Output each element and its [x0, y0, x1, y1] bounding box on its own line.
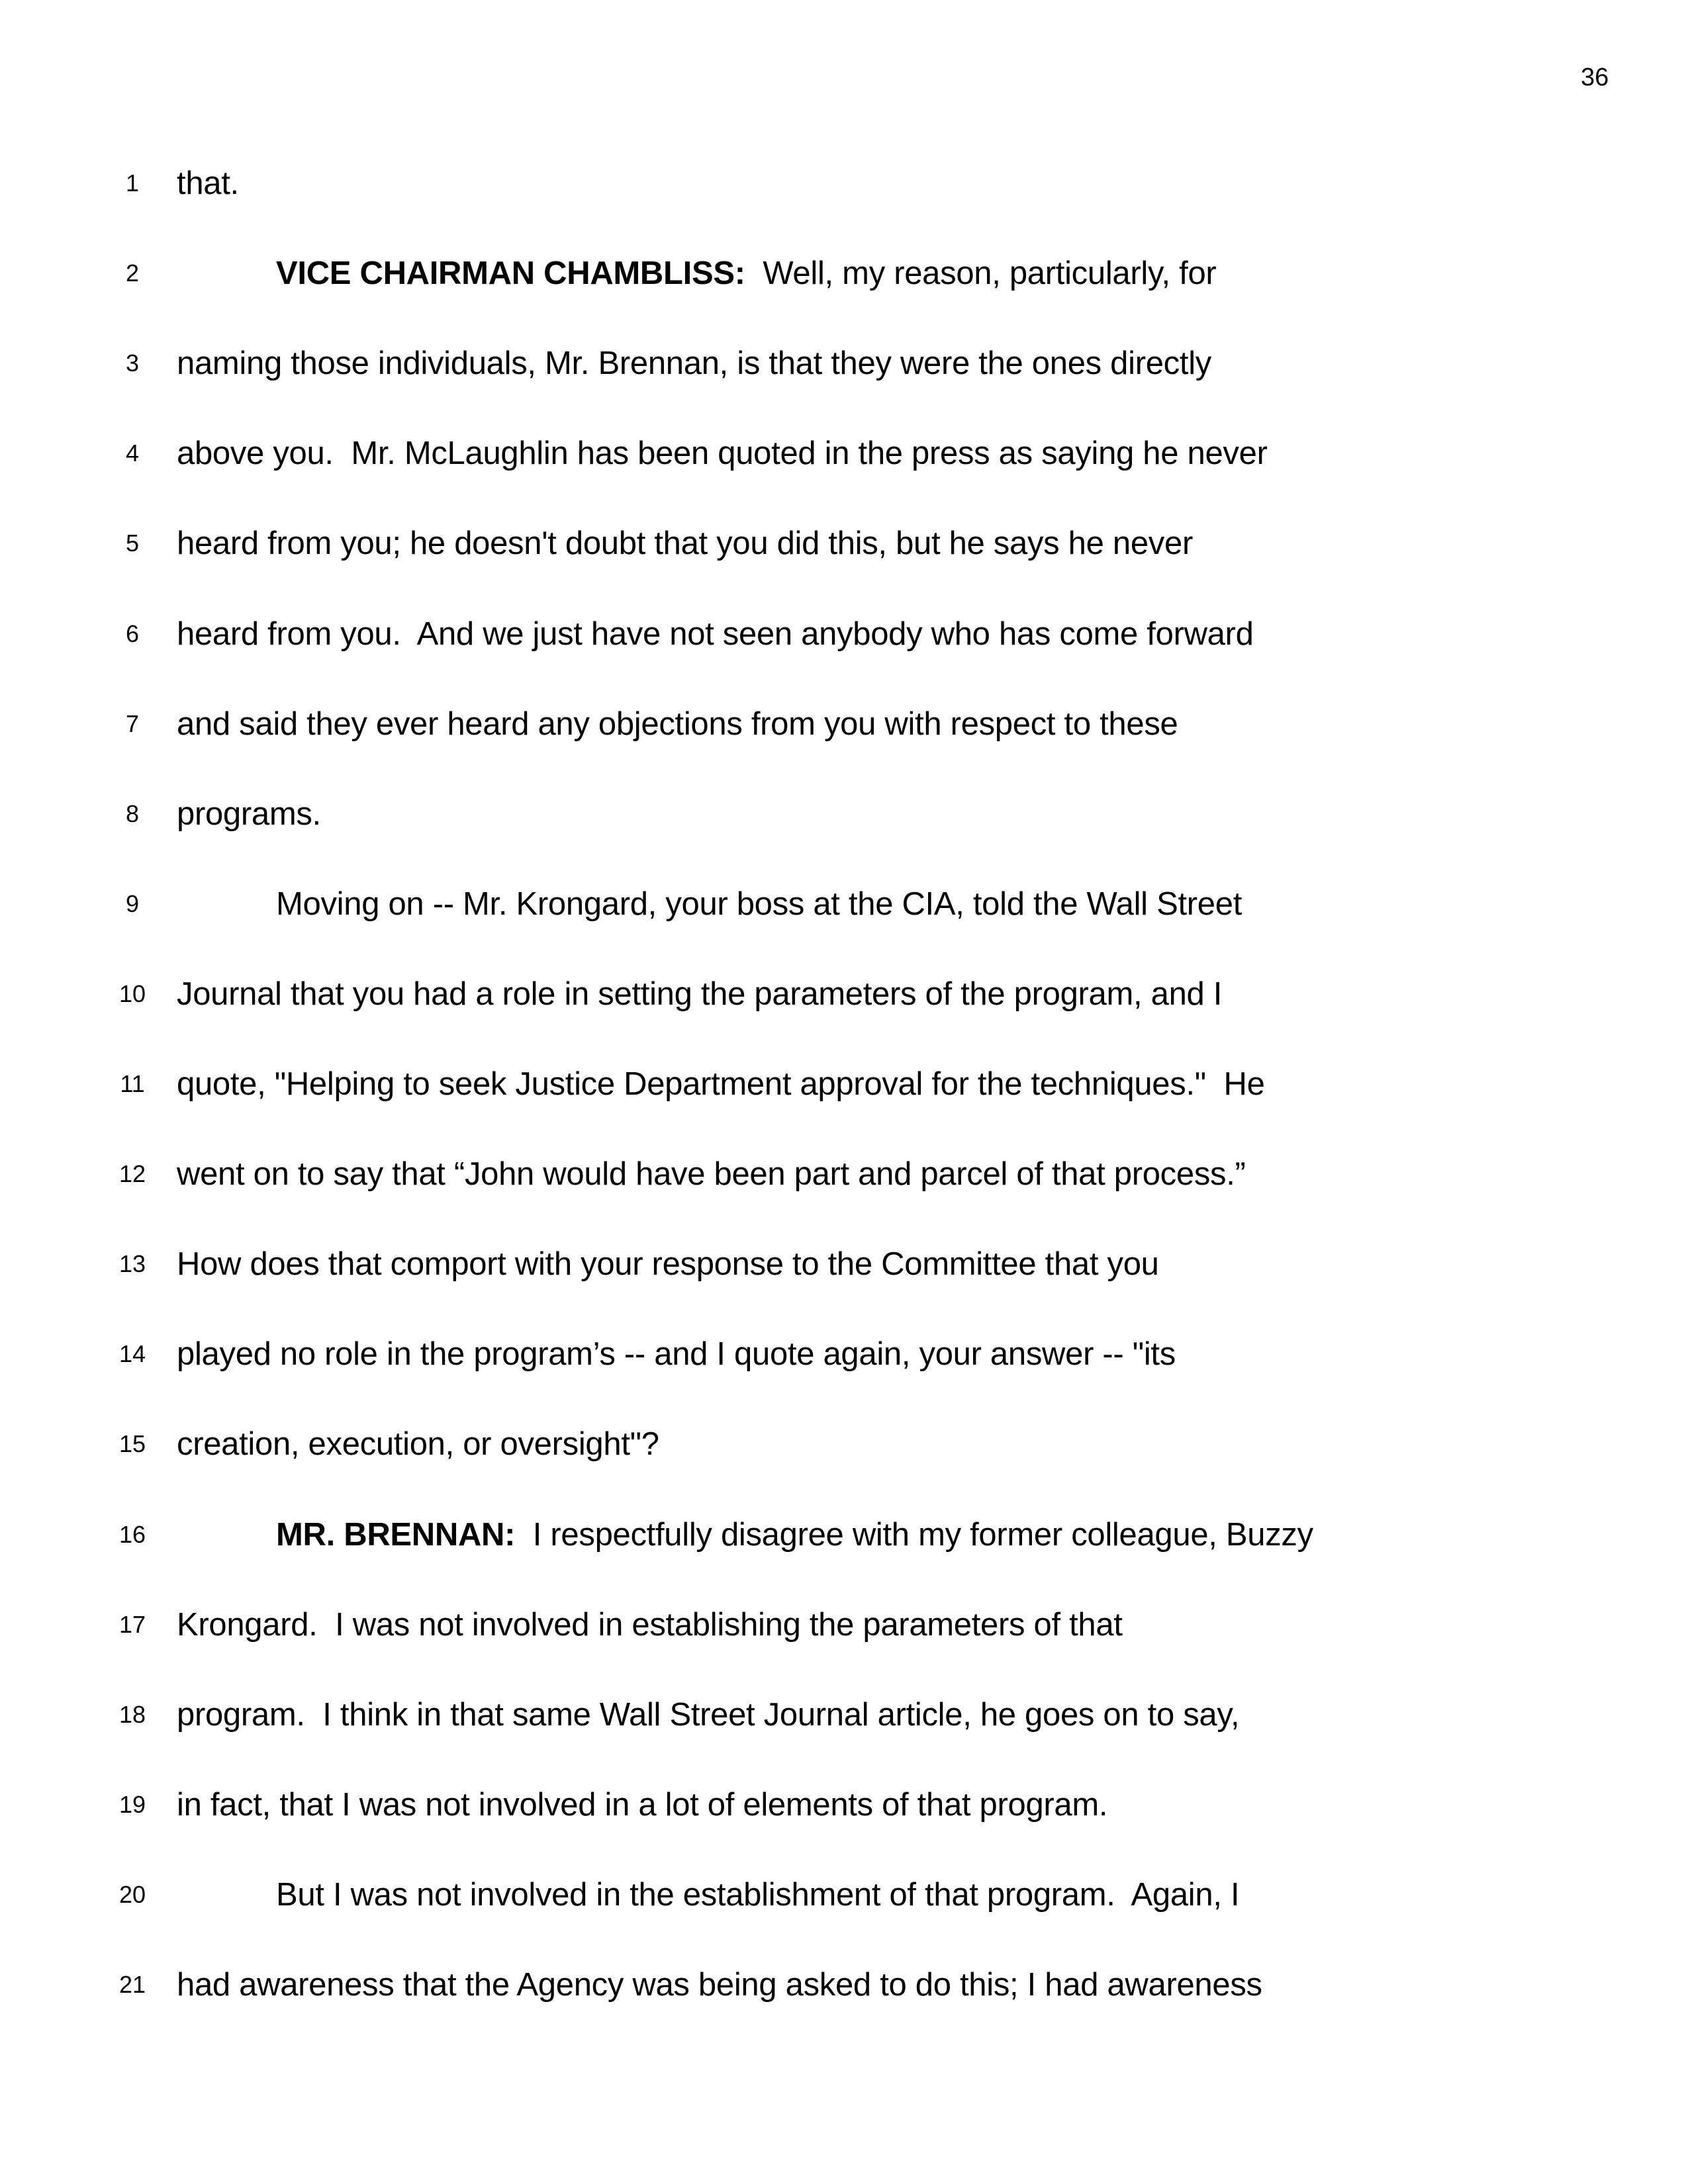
line-text	[177, 1688, 1239, 1741]
line-text	[177, 1598, 1123, 1651]
line-number: 1	[125, 169, 140, 197]
line-text	[177, 427, 1268, 480]
line-number: 20	[118, 1880, 146, 1908]
line-content: Krongard. I was not involved in establishing the parameters of that	[177, 1606, 1123, 1643]
line-content: played no role in the program’s -- and I quote again, your answer -- "its	[177, 1336, 1176, 1373]
line-content: heard from you; he doesn't doubt that you did this, but he says he never	[177, 525, 1193, 562]
line-text	[177, 1958, 1262, 2011]
line-text	[177, 608, 1254, 660]
line-text	[177, 157, 239, 210]
line-text	[177, 968, 1222, 1021]
line-text	[177, 788, 321, 841]
line-content: I respectfully disagree with my former colleague, Buzzy	[515, 1516, 1313, 1553]
line-number: 19	[118, 1790, 146, 1818]
line-content: How does that comport with your response to the Committee that you	[177, 1246, 1159, 1283]
line-content: naming those individuals, Mr. Brennan, is that they were the ones directly	[177, 345, 1211, 382]
line-text	[177, 517, 1193, 570]
line-text	[276, 247, 1216, 300]
line-text	[177, 698, 1178, 751]
line-number: 16	[118, 1520, 146, 1548]
line-content: But I was not involved in the establishment of that program. Again, I	[276, 1876, 1240, 1913]
line-content: that.	[177, 165, 239, 201]
line-number: 10	[118, 979, 146, 1007]
line-text	[177, 1148, 1246, 1201]
line-content: creation, execution, or oversight"?	[177, 1426, 659, 1463]
line-number: 4	[125, 439, 140, 467]
line-text	[276, 1868, 1239, 1921]
line-number: 15	[118, 1430, 146, 1458]
line-content: Moving on -- Mr. Krongard, your boss at the CIA, told the Wall Street	[276, 886, 1243, 922]
line-number: 21	[118, 1971, 146, 1998]
line-content: Well, my reason, particularly, for	[745, 255, 1217, 292]
line-text	[177, 1058, 1265, 1111]
line-content: quote, "Helping to seek Justice Department approval for the techniques." He	[177, 1066, 1265, 1102]
line-text	[177, 1778, 1107, 1831]
line-number: 5	[125, 529, 140, 557]
line-content: and said they ever heard any objections from you with respect to these	[177, 705, 1178, 742]
speaker-name: MR. BRENNAN:	[276, 1516, 516, 1553]
line-number: 14	[118, 1340, 146, 1368]
line-number: 9	[125, 889, 140, 917]
line-content: programs.	[177, 796, 321, 832]
line-number: 17	[118, 1610, 146, 1638]
line-text	[276, 1508, 1313, 1561]
line-content: above you. Mr. McLaughlin has been quoted in the press as saying he never	[177, 435, 1268, 472]
line-number: 3	[125, 349, 140, 377]
line-number: 8	[125, 799, 140, 827]
line-content: went on to say that “John would have been part and parcel of that process.”	[177, 1156, 1246, 1193]
line-text	[177, 1238, 1159, 1291]
line-content: program. I think in that same Wall Street Journal article, he goes on to say,	[177, 1696, 1240, 1733]
line-number: 11	[120, 1070, 145, 1097]
line-content: heard from you. And we just have not seen anybody who has come forward	[177, 615, 1254, 652]
line-content: Journal that you had a role in setting the parameters of the program, and I	[177, 976, 1223, 1012]
line-number: 18	[118, 1700, 146, 1728]
line-number: 7	[125, 709, 140, 737]
line-text	[276, 878, 1242, 931]
line-content: in fact, that I was not involved in a lot of elements of that program.	[177, 1786, 1108, 1823]
line-text	[177, 1328, 1176, 1381]
line-number: 12	[118, 1160, 146, 1188]
speaker-name: VICE CHAIRMAN CHAMBLISS:	[276, 255, 745, 292]
line-content: had awareness that the Agency was being asked to do this; I had awareness	[177, 1967, 1262, 2003]
line-number: 6	[125, 619, 140, 647]
page-number: 36	[1581, 64, 1609, 91]
line-number: 2	[125, 259, 140, 287]
line-text	[177, 337, 1211, 390]
line-text	[177, 1418, 659, 1471]
line-number: 13	[118, 1250, 146, 1278]
